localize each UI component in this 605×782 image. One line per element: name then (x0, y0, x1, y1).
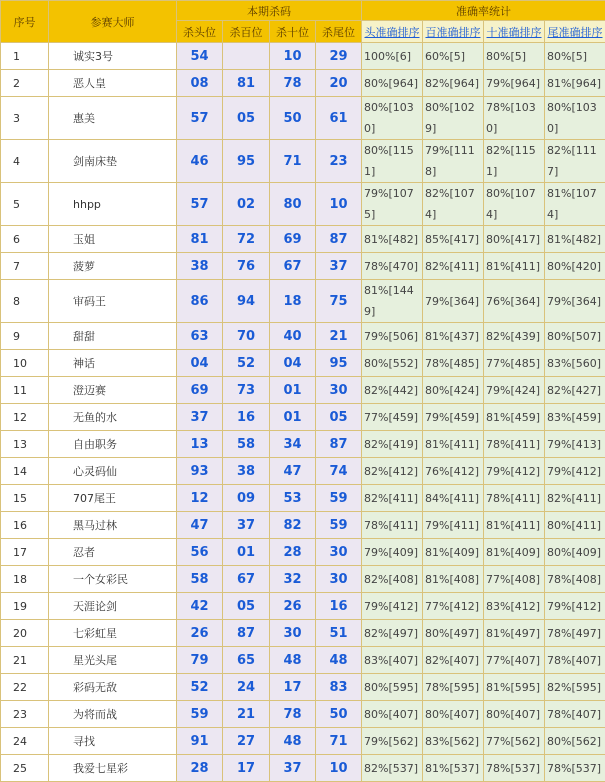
accuracy-stat: 81%[409] (423, 539, 484, 566)
header-kill-group: 本期杀码 (177, 1, 362, 21)
master-name: 707尾王 (49, 485, 177, 512)
accuracy-stat: 81%[1074] (545, 183, 605, 226)
kill-code: 32 (270, 566, 316, 593)
accuracy-stat: 82%[408] (362, 566, 423, 593)
table-row (1, 43, 605, 70)
accuracy-stat: 79%[412] (545, 593, 605, 620)
accuracy-stat: 84%[411] (423, 485, 484, 512)
accuracy-stat: 60%[5] (423, 43, 484, 70)
kill-code: 65 (223, 647, 270, 674)
header-stat-sort-link[interactable]: 百准确排序 (423, 21, 484, 43)
kill-code: 17 (223, 755, 270, 782)
kill-code: 02 (223, 183, 270, 226)
kill-code: 95 (223, 140, 270, 183)
accuracy-stat: 82%[407] (423, 647, 484, 674)
row-number: 13 (1, 431, 49, 458)
accuracy-stat: 80%[1029] (423, 97, 484, 140)
kill-code: 69 (270, 226, 316, 253)
accuracy-stat: 76%[412] (423, 458, 484, 485)
table-row (1, 253, 605, 280)
kill-code: 56 (177, 539, 223, 566)
accuracy-stat: 83%[407] (362, 647, 423, 674)
accuracy-stat: 80%[497] (423, 620, 484, 647)
master-name: 惠美 (49, 97, 177, 140)
kill-code: 30 (270, 620, 316, 647)
kill-code: 21 (223, 701, 270, 728)
kill-code: 53 (270, 485, 316, 512)
kill-code: 01 (270, 404, 316, 431)
kill-code: 58 (177, 566, 223, 593)
kill-code: 24 (223, 674, 270, 701)
kill-code: 61 (316, 97, 362, 140)
master-name: 甜甜 (49, 323, 177, 350)
accuracy-stat: 80%[409] (545, 539, 605, 566)
table-row (1, 620, 605, 647)
header-master: 参赛大师 (49, 1, 177, 43)
kill-code: 48 (270, 647, 316, 674)
master-name: 诚实3号 (49, 43, 177, 70)
row-number: 19 (1, 593, 49, 620)
master-name: 忍者 (49, 539, 177, 566)
kill-code: 86 (177, 280, 223, 323)
row-number: 8 (1, 280, 49, 323)
master-name: 菠萝 (49, 253, 177, 280)
table-row (1, 674, 605, 701)
kill-code: 79 (177, 647, 223, 674)
kill-code: 05 (223, 593, 270, 620)
kill-code: 81 (223, 70, 270, 97)
kill-code: 80 (270, 183, 316, 226)
kill-code: 59 (316, 485, 362, 512)
kill-code: 54 (177, 43, 223, 70)
master-name: 神话 (49, 350, 177, 377)
kill-code: 27 (223, 728, 270, 755)
kill-code: 67 (270, 253, 316, 280)
master-name: 星光头尾 (49, 647, 177, 674)
accuracy-stat: 82%[1151] (484, 140, 545, 183)
accuracy-stat: 80%[411] (545, 512, 605, 539)
table-row (1, 728, 605, 755)
kill-code: 37 (316, 253, 362, 280)
row-number: 24 (1, 728, 49, 755)
kill-code: 87 (316, 226, 362, 253)
table-row (1, 226, 605, 253)
table-row (1, 404, 605, 431)
table-row (1, 593, 605, 620)
accuracy-stat: 82%[442] (362, 377, 423, 404)
accuracy-stat: 80%[552] (362, 350, 423, 377)
accuracy-stat: 79%[413] (545, 431, 605, 458)
master-name: 黑马过林 (49, 512, 177, 539)
kill-code: 04 (270, 350, 316, 377)
row-number: 7 (1, 253, 49, 280)
kill-code: 74 (316, 458, 362, 485)
accuracy-stat: 77%[562] (484, 728, 545, 755)
kill-code: 21 (316, 323, 362, 350)
accuracy-stat: 79%[364] (423, 280, 484, 323)
row-number: 2 (1, 70, 49, 97)
row-number: 12 (1, 404, 49, 431)
accuracy-stat: 81%[595] (484, 674, 545, 701)
accuracy-stat: 79%[412] (545, 458, 605, 485)
kill-code: 30 (316, 566, 362, 593)
kill-code: 94 (223, 280, 270, 323)
kill-code: 38 (177, 253, 223, 280)
accuracy-stat: 83%[412] (484, 593, 545, 620)
kill-code: 01 (270, 377, 316, 404)
accuracy-stat: 79%[409] (362, 539, 423, 566)
kill-code: 70 (223, 323, 270, 350)
kill-code: 18 (270, 280, 316, 323)
table-row (1, 140, 605, 183)
kill-code: 75 (316, 280, 362, 323)
kill-code: 01 (223, 539, 270, 566)
accuracy-stat: 78%[408] (545, 566, 605, 593)
kill-code: 57 (177, 183, 223, 226)
accuracy-stat: 80%[507] (545, 323, 605, 350)
row-number: 5 (1, 183, 49, 226)
kill-code: 23 (316, 140, 362, 183)
accuracy-stat: 78%[485] (423, 350, 484, 377)
kill-code: 20 (316, 70, 362, 97)
kill-code: 04 (177, 350, 223, 377)
master-name: 为将而战 (49, 701, 177, 728)
master-name: 无鱼的水 (49, 404, 177, 431)
kill-code: 57 (177, 97, 223, 140)
accuracy-stat: 81%[437] (423, 323, 484, 350)
kill-code: 71 (316, 728, 362, 755)
kill-code: 48 (270, 728, 316, 755)
accuracy-stat: 80%[417] (484, 226, 545, 253)
header-stat-sort-link[interactable]: 头准确排序 (362, 21, 423, 43)
accuracy-stat: 80%[407] (423, 701, 484, 728)
table-row (1, 280, 605, 323)
kill-code: 28 (177, 755, 223, 782)
accuracy-stat: 79%[964] (484, 70, 545, 97)
accuracy-stat: 79%[506] (362, 323, 423, 350)
accuracy-stat: 82%[411] (423, 253, 484, 280)
accuracy-stat: 82%[964] (423, 70, 484, 97)
table-row (1, 431, 605, 458)
kill-code: 38 (223, 458, 270, 485)
row-number: 10 (1, 350, 49, 377)
accuracy-stat: 80%[562] (545, 728, 605, 755)
kill-code: 17 (270, 674, 316, 701)
kill-code: 73 (223, 377, 270, 404)
kill-code: 71 (270, 140, 316, 183)
accuracy-stat: 79%[562] (362, 728, 423, 755)
header-kill-col: 杀头位 (177, 21, 223, 43)
accuracy-stat: 80%[424] (423, 377, 484, 404)
kill-code: 46 (177, 140, 223, 183)
accuracy-stat: 80%[595] (362, 674, 423, 701)
kill-code: 34 (270, 431, 316, 458)
accuracy-stat: 80%[1151] (362, 140, 423, 183)
table-row (1, 183, 605, 226)
table-header (1, 1, 605, 43)
kill-code: 95 (316, 350, 362, 377)
kill-code: 50 (270, 97, 316, 140)
accuracy-stat: 79%[1118] (423, 140, 484, 183)
kill-code: 05 (223, 97, 270, 140)
kill-code (223, 43, 270, 70)
kill-code: 26 (270, 593, 316, 620)
kill-code: 59 (316, 512, 362, 539)
kill-code: 28 (270, 539, 316, 566)
accuracy-stat: 77%[485] (484, 350, 545, 377)
accuracy-stat: 80%[1030] (362, 97, 423, 140)
kill-code: 93 (177, 458, 223, 485)
accuracy-stat: 80%[420] (545, 253, 605, 280)
row-number: 6 (1, 226, 49, 253)
kill-code: 13 (177, 431, 223, 458)
accuracy-stat: 79%[412] (362, 593, 423, 620)
kill-code: 10 (316, 755, 362, 782)
kill-code: 42 (177, 593, 223, 620)
row-number: 11 (1, 377, 49, 404)
row-number: 22 (1, 674, 49, 701)
accuracy-stat: 79%[411] (423, 512, 484, 539)
kill-code: 47 (177, 512, 223, 539)
table-row (1, 647, 605, 674)
kill-code: 63 (177, 323, 223, 350)
kill-code: 51 (316, 620, 362, 647)
kill-code: 16 (223, 404, 270, 431)
master-name: 心灵码仙 (49, 458, 177, 485)
table-row (1, 512, 605, 539)
row-number: 23 (1, 701, 49, 728)
accuracy-stat: 81%[1449] (362, 280, 423, 323)
master-name: 自由职务 (49, 431, 177, 458)
accuracy-stat: 78%[407] (545, 647, 605, 674)
master-name: 澄迈赛 (49, 377, 177, 404)
row-number: 3 (1, 97, 49, 140)
table-body (1, 43, 605, 782)
accuracy-stat: 80%[407] (362, 701, 423, 728)
master-name: 寻找 (49, 728, 177, 755)
kill-code: 58 (223, 431, 270, 458)
kill-code: 52 (177, 674, 223, 701)
accuracy-stat: 82%[537] (362, 755, 423, 782)
table-row (1, 539, 605, 566)
row-number: 9 (1, 323, 49, 350)
kill-code: 72 (223, 226, 270, 253)
accuracy-stat: 80%[407] (484, 701, 545, 728)
accuracy-stat: 81%[409] (484, 539, 545, 566)
kill-code: 08 (177, 70, 223, 97)
master-name: 我爱七星彩 (49, 755, 177, 782)
master-name: 七彩虹星 (49, 620, 177, 647)
accuracy-stat: 100%[6] (362, 43, 423, 70)
kill-code: 10 (270, 43, 316, 70)
kill-code: 12 (177, 485, 223, 512)
accuracy-stat: 82%[497] (362, 620, 423, 647)
kill-code: 76 (223, 253, 270, 280)
kill-code: 09 (223, 485, 270, 512)
accuracy-stat: 81%[964] (545, 70, 605, 97)
accuracy-stat: 77%[459] (362, 404, 423, 431)
row-number: 17 (1, 539, 49, 566)
accuracy-stat: 78%[470] (362, 253, 423, 280)
kill-code: 48 (316, 647, 362, 674)
header-kill-col: 杀尾位 (316, 21, 362, 43)
kill-code: 82 (270, 512, 316, 539)
table-row (1, 458, 605, 485)
accuracy-stat: 81%[482] (362, 226, 423, 253)
table-row (1, 701, 605, 728)
accuracy-stat: 81%[411] (423, 431, 484, 458)
accuracy-stat: 79%[364] (545, 280, 605, 323)
master-name: 恶人皇 (49, 70, 177, 97)
table-row (1, 485, 605, 512)
accuracy-stat: 81%[408] (423, 566, 484, 593)
kill-code: 30 (316, 539, 362, 566)
accuracy-stat: 78%[595] (423, 674, 484, 701)
kill-code: 47 (270, 458, 316, 485)
kill-code: 30 (316, 377, 362, 404)
row-number: 15 (1, 485, 49, 512)
kill-code: 50 (316, 701, 362, 728)
kill-code: 87 (316, 431, 362, 458)
kill-code: 10 (316, 183, 362, 226)
header-kill-col: 杀百位 (223, 21, 270, 43)
kill-code: 29 (316, 43, 362, 70)
row-number: 14 (1, 458, 49, 485)
master-name: 审码王 (49, 280, 177, 323)
accuracy-stat: 82%[439] (484, 323, 545, 350)
accuracy-stat: 82%[427] (545, 377, 605, 404)
accuracy-stat: 78%[411] (362, 512, 423, 539)
master-name: 天涯论剑 (49, 593, 177, 620)
table-row (1, 97, 605, 140)
accuracy-stat: 78%[537] (545, 755, 605, 782)
accuracy-stat: 81%[497] (484, 620, 545, 647)
kill-code: 26 (177, 620, 223, 647)
accuracy-stat: 81%[482] (545, 226, 605, 253)
kill-code: 91 (177, 728, 223, 755)
accuracy-stat: 79%[459] (423, 404, 484, 431)
accuracy-stat: 81%[411] (484, 512, 545, 539)
accuracy-stat: 78%[537] (484, 755, 545, 782)
accuracy-stat: 82%[595] (545, 674, 605, 701)
kill-code: 67 (223, 566, 270, 593)
table-row (1, 566, 605, 593)
accuracy-stat: 77%[412] (423, 593, 484, 620)
header-stat-group: 准确率统计 (362, 1, 605, 21)
kill-code: 16 (316, 593, 362, 620)
row-number: 20 (1, 620, 49, 647)
kill-code: 37 (270, 755, 316, 782)
master-name: 一个女彩民 (49, 566, 177, 593)
row-number: 18 (1, 566, 49, 593)
header-kill-col: 杀十位 (270, 21, 316, 43)
header-stat-sort-link[interactable]: 尾准确排序 (545, 21, 605, 43)
master-name: 彩码无敌 (49, 674, 177, 701)
kill-code: 69 (177, 377, 223, 404)
accuracy-stat: 78%[411] (484, 431, 545, 458)
master-name: 玉姐 (49, 226, 177, 253)
table-row (1, 755, 605, 782)
accuracy-stat: 80%[1074] (484, 183, 545, 226)
accuracy-stat: 82%[1117] (545, 140, 605, 183)
accuracy-stat: 82%[411] (545, 485, 605, 512)
accuracy-stat: 83%[560] (545, 350, 605, 377)
kill-code: 87 (223, 620, 270, 647)
accuracy-stat: 80%[1030] (545, 97, 605, 140)
kill-code: 83 (316, 674, 362, 701)
row-number: 4 (1, 140, 49, 183)
row-number: 16 (1, 512, 49, 539)
kill-code: 52 (223, 350, 270, 377)
accuracy-stat: 81%[537] (423, 755, 484, 782)
accuracy-stat: 83%[459] (545, 404, 605, 431)
table-row (1, 323, 605, 350)
accuracy-stat: 80%[964] (362, 70, 423, 97)
accuracy-stat: 79%[412] (484, 458, 545, 485)
kill-code: 81 (177, 226, 223, 253)
table-row (1, 377, 605, 404)
accuracy-stat: 81%[459] (484, 404, 545, 431)
kill-code: 78 (270, 701, 316, 728)
accuracy-stat: 80%[5] (484, 43, 545, 70)
table-row (1, 350, 605, 377)
accuracy-stat: 83%[562] (423, 728, 484, 755)
master-name: hhpp (49, 183, 177, 226)
accuracy-stat: 77%[407] (484, 647, 545, 674)
accuracy-stat: 78%[407] (545, 701, 605, 728)
accuracy-stat: 78%[497] (545, 620, 605, 647)
accuracy-stat: 77%[408] (484, 566, 545, 593)
kill-code: 40 (270, 323, 316, 350)
header-no: 序号 (1, 1, 49, 43)
master-name: 剑南床垫 (49, 140, 177, 183)
accuracy-stat: 82%[411] (362, 485, 423, 512)
kill-code: 59 (177, 701, 223, 728)
accuracy-stat: 82%[412] (362, 458, 423, 485)
accuracy-stat: 76%[364] (484, 280, 545, 323)
accuracy-stat: 81%[411] (484, 253, 545, 280)
accuracy-stat: 79%[1075] (362, 183, 423, 226)
accuracy-stat: 85%[417] (423, 226, 484, 253)
accuracy-stat: 79%[424] (484, 377, 545, 404)
table-row (1, 70, 605, 97)
kill-code: 37 (177, 404, 223, 431)
kill-code: 37 (223, 512, 270, 539)
row-number: 25 (1, 755, 49, 782)
accuracy-stat: 78%[411] (484, 485, 545, 512)
accuracy-stat: 78%[1030] (484, 97, 545, 140)
accuracy-stat: 80%[5] (545, 43, 605, 70)
kill-code: 78 (270, 70, 316, 97)
row-number: 1 (1, 43, 49, 70)
header-stat-sort-link[interactable]: 十准确排序 (484, 21, 545, 43)
accuracy-stat: 82%[419] (362, 431, 423, 458)
kill-code: 05 (316, 404, 362, 431)
accuracy-stat: 82%[1074] (423, 183, 484, 226)
row-number: 21 (1, 647, 49, 674)
